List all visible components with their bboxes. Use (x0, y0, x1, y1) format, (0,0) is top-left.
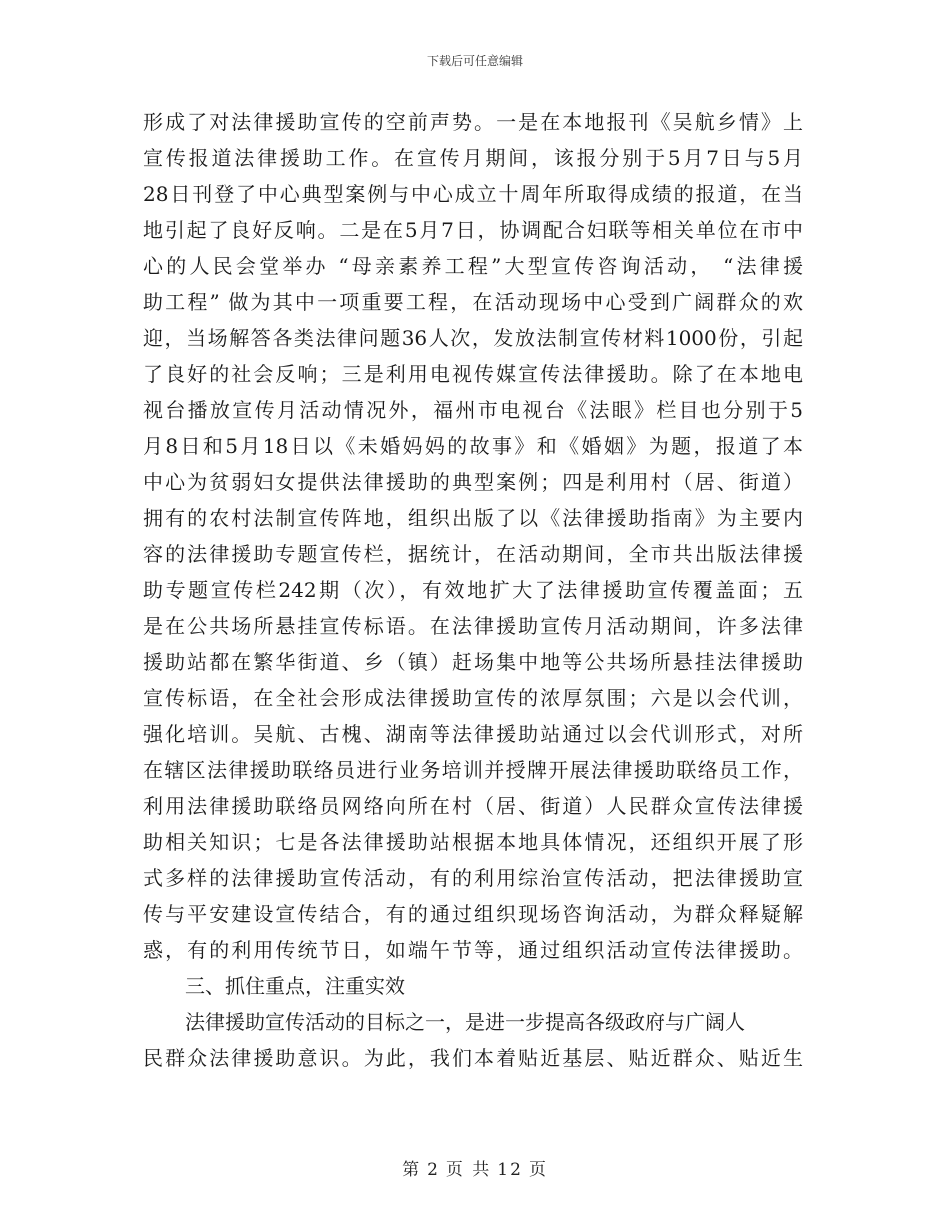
page-header: 下载后可任意编辑 (426, 54, 523, 68)
text-line: 惑，有的利用传统节日，如端午节等，通过组织活动宣传法律援助。 (143, 938, 803, 962)
current-page-number: 2 (427, 1160, 440, 1180)
footer-suffix: 页 (528, 1160, 548, 1180)
text-line: 地引起了良好反响。二是在5月7日，协调配合妇联等相关单位在市中 (143, 218, 803, 242)
text-line: 宣传标语，在全社会形成法律援助宣传的浓厚氛围；六是以会代训， (143, 686, 803, 710)
text-line: 拥有的农村法制宣传阵地，组织出版了以《法律援助指南》为主要内 (143, 506, 803, 530)
text-line: 式多样的法律援助宣传活动，有的利用综治宣传活动，把法律援助宣 (143, 866, 803, 890)
text-line: 中心为贫弱妇女提供法律援助的典型案例；四是利用村（居、街道） (143, 470, 803, 494)
text-line: 助相关知识；七是各法律援助站根据本地具体情况，还组织开展了形 (143, 830, 803, 854)
text-line: 强化培训。吴航、古槐、湖南等法律援助站通过以会代训形式，对所 (143, 722, 803, 746)
text-line: 迎，当场解答各类法律问题36人次，发放法制宣传材料1000份，引起 (143, 326, 803, 350)
text-line: 心的人民会堂举办 “母亲素养工程”大型宣传咨询活动， “法律援 (143, 254, 803, 278)
text-line: 法律援助宣传活动的目标之一，是进一步提高各级政府与广阔人 (185, 1010, 745, 1034)
text-line: 助工程” 做为其中一项重要工程，在活动现场中心受到广阔群众的欢 (143, 290, 803, 314)
text-line: 月8日和5月18日以《未婚妈妈的故事》和《婚姻》为题，报道了本 (143, 434, 803, 458)
text-line: 了良好的社会反响；三是利用电视传媒宣传法律援助。除了在本地电 (143, 362, 803, 386)
text-line: 传与平安建设宣传结合，有的通过组织现场咨询活动，为群众释疑解 (143, 902, 803, 926)
text-line: 宣传报道法律援助工作。在宣传月期间，该报分别于5月7日与5月 (143, 146, 803, 170)
text-line: 在辖区法律援助联络员进行业务培训并授牌开展法律援助联络员工作， (143, 758, 803, 782)
section-heading: 三、抓住重点，注重实效 (185, 974, 405, 998)
text-line: 助专题宣传栏242期（次），有效地扩大了法律援助宣传覆盖面；五 (143, 578, 803, 602)
text-line: 利用法律援助联络员网络向所在村（居、街道）人民群众宣传法律援 (143, 794, 803, 818)
text-line: 视台播放宣传月活动情况外，福州市电视台《法眼》栏目也分别于5 (143, 398, 803, 422)
total-pages-number: 12 (497, 1160, 523, 1180)
page-footer (0, 1155, 950, 1180)
document-body (143, 104, 803, 1076)
text-line: 形成了对法律援助宣传的空前声势。一是在本地报刊《吴航乡情》上 (143, 110, 803, 134)
text-line: 民群众法律援助意识。为此，我们本着贴近基层、贴近群众、贴近生 (143, 1046, 803, 1070)
text-line: 28日刊登了中心典型案例与中心成立十周年所取得成绩的报道，在当 (143, 182, 803, 206)
text-line: 容的法律援助专题宣传栏，据统计，在活动期间，全市共出版法律援 (143, 542, 803, 566)
text-line: 是在公共场所悬挂宣传标语。在法律援助宣传月活动期间，许多法律 (143, 614, 803, 638)
text-line: 援助站都在繁华街道、乡（镇）赶场集中地等公共场所悬挂法律援助 (143, 650, 803, 674)
footer-middle: 页 共 (445, 1160, 492, 1180)
footer-prefix: 第 (402, 1160, 422, 1180)
